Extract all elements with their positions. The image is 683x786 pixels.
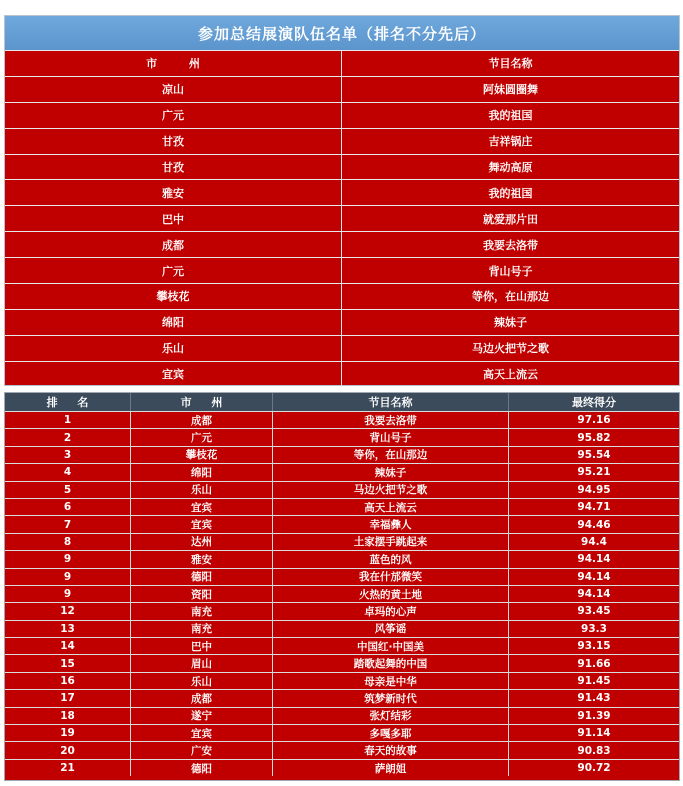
table-row [5, 128, 679, 154]
table-row [5, 481, 679, 498]
cell-city: 乐山 [131, 673, 273, 689]
cell-program: 蓝色的风 [273, 551, 509, 567]
cell-city: 德阳 [131, 569, 273, 585]
table-row [5, 637, 679, 654]
cell-rank: 21 [5, 760, 131, 776]
cell-city: 达州 [131, 534, 273, 550]
cell-program: 辣妹子 [273, 464, 509, 480]
cell-program: 中国红·中国美 [273, 638, 509, 654]
cell-program: 辣妹子 [494, 316, 527, 330]
cell-program: 春天的故事 [273, 742, 509, 758]
table-row [5, 759, 679, 776]
cell-score: 91.43 [577, 692, 611, 705]
table-row [5, 309, 679, 335]
cell-program: 萨朗姐 [273, 760, 509, 776]
table-row [5, 620, 679, 637]
header-program: 节目名称 [273, 393, 509, 411]
table-row [5, 231, 679, 257]
cell-rank: 9 [5, 551, 131, 567]
cell-score: 95.21 [577, 466, 611, 479]
table-row [5, 154, 679, 180]
cell-city: 南充 [131, 621, 273, 637]
table-row [5, 689, 679, 706]
cell-city: 德阳 [131, 760, 273, 776]
cell-rank: 3 [5, 447, 131, 463]
cell-rank: 18 [5, 708, 131, 724]
cell-rank: 6 [5, 499, 131, 515]
cell-rank: 20 [5, 742, 131, 758]
cell-program: 背山号子 [273, 429, 509, 445]
cell-city: 宜宾 [131, 516, 273, 532]
ranking-body [5, 411, 679, 776]
cell-city: 南充 [131, 603, 273, 619]
cell-city: 遂宁 [131, 708, 273, 724]
table-row [5, 533, 679, 550]
cell-rank: 15 [5, 655, 131, 671]
cell-program: 母亲是中华 [273, 673, 509, 689]
header-score: 最终得分 [572, 396, 616, 409]
cell-city: 乐山 [5, 336, 342, 361]
cell-rank: 4 [5, 464, 131, 480]
cell-city: 广元 [5, 258, 342, 283]
cell-rank: 9 [5, 569, 131, 585]
cell-city: 巴中 [5, 206, 342, 231]
table-row [5, 672, 679, 689]
cell-program: 等你，在山那边 [472, 290, 549, 304]
table-row [5, 707, 679, 724]
cell-program: 我的祖国 [488, 109, 533, 123]
table-row [5, 179, 679, 205]
cell-rank: 14 [5, 638, 131, 654]
table-row [5, 568, 679, 585]
cell-rank: 1 [5, 412, 131, 428]
cell-program: 马边火把节之歌 [472, 342, 549, 356]
cell-program: 阿妹圆圈舞 [483, 83, 538, 97]
table-row [5, 724, 679, 741]
table-row [5, 741, 679, 758]
table-row [5, 76, 679, 102]
cell-city: 乐山 [131, 482, 273, 498]
table-row [5, 361, 679, 387]
cell-score: 90.83 [577, 744, 611, 757]
header-city: 市 州 [5, 51, 342, 76]
cell-program: 我在什邡微笑 [273, 569, 509, 585]
table-row [5, 411, 679, 428]
cell-city: 绵阳 [5, 310, 342, 335]
cell-city: 眉山 [131, 655, 273, 671]
cell-city: 攀枝花 [5, 284, 342, 309]
cell-program: 就爱那片田 [483, 212, 538, 226]
cell-score: 91.66 [577, 657, 611, 670]
table-row [5, 515, 679, 532]
cell-program: 我要去洛带 [273, 412, 509, 428]
cell-rank: 7 [5, 516, 131, 532]
table-row [5, 550, 679, 567]
cell-score: 94.4 [581, 535, 607, 548]
cell-program: 舞动高原 [488, 161, 533, 174]
ranking-table [4, 392, 680, 781]
table-row [5, 257, 679, 283]
cell-city: 雅安 [131, 551, 273, 567]
cell-rank: 17 [5, 690, 131, 706]
table-row [5, 654, 679, 671]
cell-rank: 16 [5, 673, 131, 689]
cell-score: 93.45 [577, 605, 611, 618]
cell-score: 93.3 [581, 622, 607, 635]
cell-program: 吉祥锅庄 [488, 135, 533, 149]
table-row [5, 446, 679, 463]
cell-rank: 12 [5, 603, 131, 619]
cell-program: 背山号子 [488, 264, 533, 278]
cell-rank: 2 [5, 429, 131, 445]
cell-city: 广安 [131, 742, 273, 758]
cell-city: 绵阳 [131, 464, 273, 480]
cell-score: 94.14 [577, 570, 611, 583]
cell-score: 94.71 [577, 501, 611, 514]
cell-score: 93.15 [577, 640, 611, 653]
cell-score: 94.95 [577, 483, 611, 496]
cell-program: 多嘎多耶 [273, 725, 509, 741]
cell-score: 94.14 [577, 553, 611, 566]
table-row [5, 205, 679, 231]
table-row [5, 585, 679, 602]
cell-score: 95.82 [577, 431, 611, 444]
header-program: 节目名称 [488, 57, 533, 71]
cell-city: 巴中 [131, 638, 273, 654]
cell-program: 高天上流云 [483, 368, 538, 382]
cell-program: 我的祖国 [488, 186, 533, 200]
table-row [5, 335, 679, 361]
cell-city: 宜宾 [131, 499, 273, 515]
cell-city: 甘孜 [5, 129, 342, 154]
cell-city: 成都 [5, 232, 342, 257]
table-row [5, 498, 679, 515]
ranking-header-row [5, 393, 679, 411]
cell-score: 94.14 [577, 588, 611, 601]
table-row [5, 428, 679, 445]
cell-program: 筑梦新时代 [273, 690, 509, 706]
cell-score: 94.46 [577, 518, 611, 531]
cell-city: 成都 [131, 690, 273, 706]
cell-program: 幸福彝人 [273, 516, 509, 532]
cell-rank: 9 [5, 586, 131, 602]
cell-city: 资阳 [131, 586, 273, 602]
cell-city: 宜宾 [5, 362, 342, 387]
cell-program: 马边火把节之歌 [273, 482, 509, 498]
cell-city: 广元 [5, 103, 342, 128]
cell-program: 土家摆手跳起来 [273, 534, 509, 550]
cell-score: 90.72 [577, 762, 611, 774]
cell-score: 95.54 [577, 448, 611, 461]
cell-program: 火热的黄土地 [273, 586, 509, 602]
cell-program: 等你，在山那边 [273, 447, 509, 463]
table-row [5, 102, 679, 128]
cell-program: 踏歌起舞的中国 [273, 655, 509, 671]
cell-program: 我要去洛带 [483, 238, 538, 252]
cell-rank: 5 [5, 482, 131, 498]
cell-city: 成都 [131, 412, 273, 428]
participants-title: 参加总结展演队伍名单（排名不分先后） [5, 16, 679, 50]
cell-city: 甘孜 [5, 155, 342, 180]
cell-program: 风筝谣 [273, 621, 509, 637]
header-city: 市 州 [131, 393, 273, 411]
cell-score: 91.14 [577, 727, 611, 740]
cell-score: 91.45 [577, 675, 611, 688]
cell-program: 高天上流云 [273, 499, 509, 515]
table-row [5, 463, 679, 480]
cell-city: 雅安 [5, 180, 342, 205]
table-row [5, 283, 679, 309]
cell-city: 宜宾 [131, 725, 273, 741]
table-row [5, 602, 679, 619]
cell-rank: 13 [5, 621, 131, 637]
cell-score: 91.39 [577, 709, 611, 722]
participants-body [5, 76, 679, 387]
cell-rank: 8 [5, 534, 131, 550]
cell-rank: 19 [5, 725, 131, 741]
cell-city: 凉山 [5, 77, 342, 102]
cell-city: 攀枝花 [131, 447, 273, 463]
header-rank: 排 名 [5, 393, 131, 411]
cell-program: 卓玛的心声 [273, 603, 509, 619]
cell-score: 97.16 [577, 414, 611, 427]
cell-program: 张灯结彩 [273, 708, 509, 724]
cell-city: 广元 [131, 429, 273, 445]
participants-table [4, 15, 680, 386]
participants-header-row [5, 50, 679, 76]
